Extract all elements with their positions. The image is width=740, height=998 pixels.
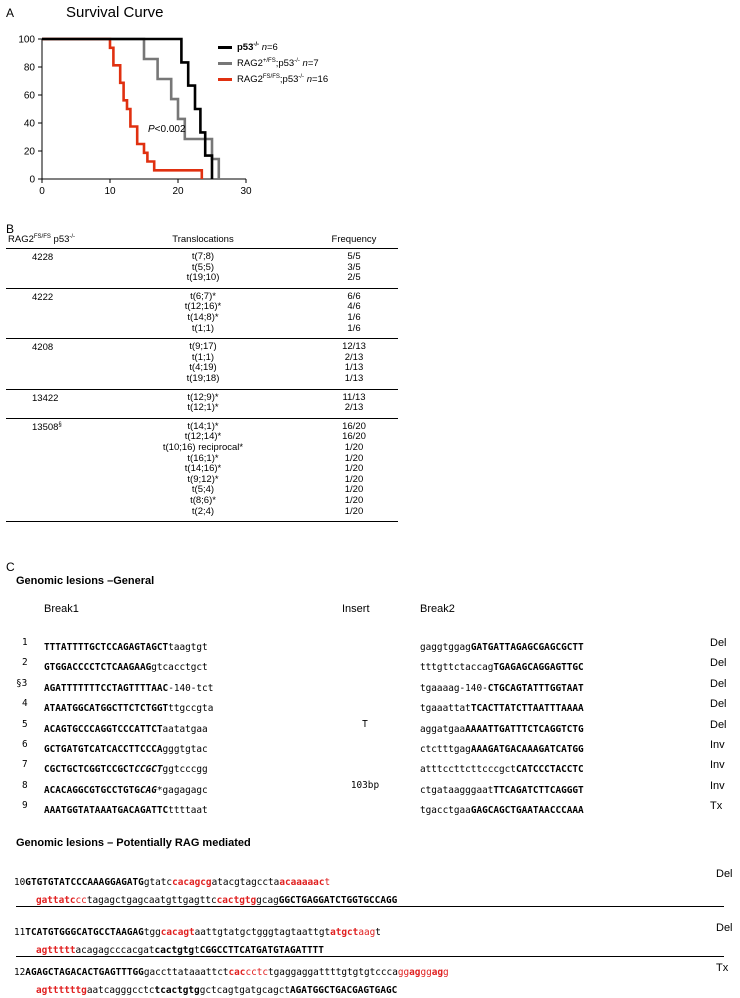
- lesion-type: Del: [716, 922, 733, 934]
- legend-label: $RAG2^{FS/FS};p53^{-/-}$: [237, 74, 305, 86]
- sequence-segment: TTTATTTTGCTCCAGAGTAGCT: [44, 642, 169, 653]
- p-value-rest: <0.002: [154, 124, 186, 135]
- rag-lesion-line: [14, 872, 330, 890]
- general-lesions-title: Genomic lesions –General: [16, 575, 155, 587]
- frequency-cell: 5/5: [347, 251, 361, 262]
- table-row: [6, 432, 398, 442]
- translocation-cell: t(9;12)*: [187, 473, 219, 485]
- table-row: [6, 374, 398, 384]
- y-tick-label: 80: [23, 62, 35, 74]
- lesion-type: Del: [710, 677, 727, 690]
- lesion-type: Del: [710, 657, 727, 670]
- translocation-cell: t(6;7)*: [190, 290, 216, 302]
- row-divider: [16, 956, 724, 957]
- y-tick-label: 100: [18, 34, 35, 46]
- table-row: [6, 454, 398, 464]
- sequence-segment: atacgtagccta: [211, 877, 280, 888]
- break1-sequence: [44, 657, 208, 675]
- frequency-cell: 1/13: [344, 362, 364, 374]
- sequence-segment: taagtgt: [168, 642, 208, 653]
- sequence-segment: aag: [358, 927, 376, 938]
- break1-sequence: [44, 698, 213, 716]
- header-frequency: Frequency: [331, 234, 377, 245]
- sequence-segment: GATGATTAGAGCGAGCGCTT: [470, 642, 584, 653]
- sequence-segment: gcag: [256, 895, 279, 906]
- sequence-segment: acaaaaac: [279, 877, 325, 888]
- sequence-segment: aggatgaa: [420, 723, 466, 735]
- translocation-cell: t(19;10): [186, 272, 220, 284]
- sequence-segment: GTGGACCCCTCTCAAGAAG: [44, 662, 152, 674]
- frequency-cell: 12/13: [342, 341, 366, 353]
- sequence-segment: gaccttataaattct: [143, 967, 229, 978]
- lesion-row: [0, 678, 740, 694]
- rag-lesion-line: [14, 922, 381, 940]
- x-tick-label: 10: [104, 186, 116, 197]
- col-break2: Break2: [420, 603, 455, 615]
- translocation-cell: t(10;16) reciprocal*: [162, 441, 244, 453]
- insert-sequence: T: [362, 718, 368, 730]
- p-value-annotation: [148, 124, 186, 135]
- sequence-segment: GGCTGAGGATCTGGTGCCAGG: [278, 895, 398, 906]
- lesion-number: 9: [22, 800, 28, 812]
- sequence-segment: ggtcccgg: [162, 764, 208, 776]
- lesion-row: [0, 780, 740, 796]
- sequence-segment: GAGCAGCTGAATAACCCAAA: [470, 805, 584, 817]
- lesion-type: Inv: [710, 739, 725, 751]
- frequency-cell: 2/5: [347, 272, 361, 284]
- translocation-cell: t(5;4): [191, 484, 215, 496]
- break1-sequence: [44, 780, 208, 798]
- table-row: [6, 292, 398, 302]
- sequence-segment: AGAGCTAGACACTGAGTTTGG: [25, 967, 144, 978]
- sequence-segment: ag: [409, 967, 421, 978]
- table-row: [6, 475, 398, 485]
- sequence-segment: CTGCAGTATTTGGTAAT: [487, 682, 584, 694]
- table-row: [6, 313, 398, 323]
- sequence-segment: agttttt: [36, 945, 76, 956]
- sample-group: [6, 340, 398, 389]
- frequency-cell: 11/13: [342, 391, 366, 403]
- legend-item-rag2-hom: [218, 74, 328, 85]
- lesion-number: 2: [22, 657, 28, 669]
- translocation-cell: t(14;8)*: [187, 311, 219, 323]
- translocation-cell: t(12;1)*: [187, 402, 219, 414]
- sequence-segment: tgaggaggattttgtgtgtccca: [268, 967, 398, 978]
- col-insert: Insert: [342, 603, 370, 615]
- frequency-cell: 1/20: [344, 494, 364, 506]
- sample-group: [6, 290, 398, 339]
- sequence-segment: tttgttctaccag: [420, 662, 494, 674]
- break2-sequence: [420, 739, 584, 757]
- header-translocations: Translocations: [172, 234, 234, 245]
- break1-sequence: [44, 800, 208, 818]
- sequence-segment: t: [375, 927, 381, 938]
- col-break1: Break1: [44, 603, 79, 615]
- sequence-segment: acagagcccacgat: [75, 945, 155, 956]
- break2-sequence: [420, 698, 584, 716]
- rag-lesions-title: Genomic lesions – Potentially RAG mediated: [16, 837, 251, 849]
- table-row: [6, 507, 398, 517]
- table-row: [6, 403, 398, 413]
- break2-sequence: [420, 759, 584, 777]
- sequence-segment: tcactgtg: [154, 985, 200, 996]
- legend-n: n: [302, 58, 308, 70]
- sequence-segment: gg: [420, 967, 432, 978]
- frequency-cell: 16/20: [342, 420, 366, 432]
- x-tick-label: 0: [39, 186, 45, 197]
- lesion-row: [0, 637, 740, 653]
- p-value-letter: P: [148, 124, 155, 135]
- break2-sequence: [420, 678, 584, 696]
- break2-sequence: [420, 800, 584, 818]
- sequence-segment: *gagagagc: [156, 784, 208, 796]
- lesion-number: 6: [22, 739, 28, 750]
- y-tick-label: 20: [23, 146, 35, 158]
- rag-lesion-line: [36, 980, 397, 998]
- table-row: [6, 252, 398, 262]
- table-row: [6, 464, 398, 474]
- lesion-row: [0, 800, 740, 816]
- sequence-segment: tgg: [143, 927, 161, 938]
- table-row: [6, 342, 398, 352]
- frequency-cell: 6/6: [347, 290, 361, 302]
- lesion-type: Tx: [716, 962, 729, 974]
- sequence-segment: gctcagtgatgcagct: [199, 985, 291, 996]
- sequence-segment: gtatc: [143, 877, 173, 888]
- x-tick-label: 30: [240, 186, 252, 197]
- sequence-segment: cc: [75, 895, 87, 906]
- table-row: [6, 443, 398, 453]
- sequence-segment: ATAATGGCATGGCTTCTCTGGT: [44, 703, 169, 715]
- sequence-segment: AAATGGTATAAATGACAGATTC: [44, 805, 169, 817]
- translocation-cell: t(7;8): [191, 251, 215, 262]
- frequency-cell: 2/13: [344, 402, 364, 414]
- table-row: [6, 353, 398, 363]
- lesion-number: 7: [22, 759, 28, 771]
- break1-sequence: [44, 739, 208, 757]
- table-row: [6, 393, 398, 403]
- sequence-segment: ag: [431, 967, 444, 978]
- lesion-type: Del: [710, 718, 727, 731]
- sequence-segment: TCACTTATCTTAATTTAAAA: [470, 703, 584, 715]
- y-tick-label: 40: [23, 118, 35, 130]
- translocation-cell: t(1;1): [191, 351, 215, 363]
- sequence-segment: CATCCCTACCTC: [515, 764, 584, 776]
- sequence-segment: AAAATTGATTTCTCAGGTCTG: [465, 723, 584, 735]
- break1-sequence: [44, 678, 213, 696]
- sequence-segment: TGAGAGCAGGAGTTGC: [493, 662, 584, 674]
- frequency-cell: 16/20: [342, 431, 366, 443]
- sequence-segment: cacagcg: [172, 877, 212, 888]
- sequence-segment: gg: [397, 967, 410, 978]
- table-row: [6, 302, 398, 312]
- break2-sequence: [420, 780, 584, 798]
- translocation-cell: t(14;16)*: [184, 463, 222, 475]
- sequence-segment: AAAGATGACAAAGATCATGG: [470, 744, 584, 755]
- legend-n-value: =6: [266, 42, 278, 54]
- sequence-segment: gaggtggag: [420, 642, 471, 653]
- sequence-segment: t: [324, 877, 331, 888]
- rag-lesion-line: [14, 962, 449, 980]
- frequency-cell: 1/20: [344, 473, 364, 485]
- lesion-row: [0, 657, 740, 673]
- frequency-cell: 3/5: [347, 261, 361, 273]
- sequence-segment: tgaaaag-140-: [420, 682, 488, 694]
- frequency-cell: 1/20: [344, 484, 364, 496]
- sequence-segment: tgacctgaa: [420, 805, 471, 817]
- lesion-number: 10: [14, 877, 26, 888]
- sequence-segment: TCATGTGGGCATGCCTAAGAG: [25, 927, 144, 938]
- sample-id: 13422: [32, 392, 59, 404]
- legend-swatch: [218, 78, 232, 81]
- sequence-segment: TTCAGATCTTCAGGGT: [493, 784, 584, 796]
- legend-label: $RAG2^{+/FS};p53^{-/-}$: [237, 58, 300, 70]
- break2-sequence: [420, 719, 584, 737]
- sample-id: 4228: [32, 252, 54, 263]
- sequence-segment: ACACAGGCGTGCCTGTG: [44, 784, 140, 796]
- break1-sequence: [44, 637, 208, 655]
- sample-group: [6, 420, 398, 522]
- lesion-number: 5: [22, 718, 28, 730]
- lesion-type: Inv: [710, 779, 725, 792]
- translocation-cell: t(19;18): [186, 372, 220, 384]
- frequency-cell: 1/6: [347, 311, 361, 323]
- sample-id: 4222: [32, 291, 54, 303]
- sequence-segment: t: [194, 945, 200, 956]
- lesion-type: Inv: [710, 759, 725, 772]
- frequency-cell: 1/13: [344, 372, 364, 384]
- lesion-type: Del: [710, 637, 727, 649]
- panel-a-letter: A: [6, 6, 15, 20]
- sequence-segment: cctc: [245, 967, 269, 978]
- frequency-cell: 1/6: [347, 322, 361, 334]
- lesion-type: Del: [710, 698, 727, 711]
- sequence-segment: agttttttg: [36, 985, 87, 996]
- legend-n-value: =7: [307, 58, 319, 70]
- legend-swatch: [218, 46, 232, 49]
- lesion-number: 4: [22, 698, 28, 710]
- sequence-segment: atttccttcttcccgct: [420, 764, 516, 776]
- insert-sequence: 103bp: [350, 779, 380, 791]
- sequence-segment: atgct: [330, 927, 359, 938]
- legend-n-value: =16: [312, 74, 329, 86]
- lesion-number: 8: [22, 779, 28, 791]
- frequency-cell: 1/20: [344, 452, 364, 464]
- sequence-segment: tagagctgagcaatgttgagttc: [86, 895, 217, 906]
- lesion-type: Del: [716, 868, 733, 880]
- break1-sequence: [44, 719, 208, 737]
- sequence-segment: CAG: [139, 784, 157, 796]
- header-sample: $RAG2^{FS/FS}$ p53-/-: [8, 234, 76, 246]
- row-divider: [16, 906, 724, 907]
- sequence-segment: aatcagggcctc: [86, 985, 155, 996]
- break1-sequence: [44, 759, 208, 777]
- legend-item-p53: [218, 42, 278, 53]
- y-tick-label: 60: [23, 90, 35, 102]
- sequence-segment: ctgataagggaat: [420, 784, 494, 796]
- translocation-cell: t(9;17): [189, 341, 217, 353]
- lesion-row: [0, 698, 740, 714]
- break2-sequence: [420, 637, 584, 655]
- lesion-row: [0, 719, 740, 735]
- sequence-segment: aattgtatgctgggtagtaattgt: [194, 927, 331, 938]
- table-row: [6, 496, 398, 506]
- sequence-segment: cacagt: [160, 927, 195, 938]
- translocation-cell: t(2;4): [191, 505, 215, 517]
- lesion-row: [0, 759, 740, 775]
- table-row: [6, 422, 398, 432]
- legend-n: n: [306, 74, 312, 86]
- panel-c-letter: C: [6, 560, 15, 574]
- translocation-cell: t(12;16)*: [184, 301, 222, 313]
- sample-group: [6, 250, 398, 289]
- translocation-cell: t(8;6)*: [190, 494, 216, 506]
- lesion-type: Tx: [710, 800, 723, 813]
- table-header: [6, 234, 398, 249]
- translocation-cell: t(1;1): [191, 322, 215, 334]
- translocation-cell: t(12;14)*: [184, 431, 222, 443]
- sequence-segment: -140-tct: [168, 682, 214, 694]
- sequence-segment: ttttaat: [168, 805, 208, 817]
- lesion-number: 11: [14, 927, 26, 938]
- sequence-segment: cactgtg: [154, 945, 195, 956]
- sequence-segment: AGATTTTTTTCCTAGTTTTAAC: [44, 682, 169, 694]
- sequence-segment: aatatgaa: [162, 723, 208, 735]
- sequence-segment: gtcacctgct: [151, 662, 208, 674]
- translocation-cell: t(14;1)*: [187, 420, 219, 432]
- table-row: [6, 273, 398, 283]
- legend-label: p53-/-: [237, 42, 260, 54]
- frequency-cell: 4/6: [347, 301, 361, 313]
- sequence-segment: AGATGGCTGACGAGTGAGC: [290, 985, 398, 996]
- sequence-segment: ACAGTGCCCAGGTCCCATTCT: [44, 723, 163, 735]
- sample-group: [6, 391, 398, 419]
- legend-item-rag2-het: [218, 58, 319, 69]
- lesion-number: §3: [16, 677, 28, 689]
- sequence-segment: tgaaattat: [420, 703, 471, 715]
- sequence-segment: CCGCT: [134, 764, 163, 776]
- frequency-cell: 2/13: [344, 351, 364, 363]
- legend-n: n: [261, 42, 267, 54]
- table-row: [6, 263, 398, 273]
- table-row: [6, 363, 398, 373]
- frequency-cell: 1/20: [344, 505, 364, 517]
- chart-title: Survival Curve: [66, 4, 164, 21]
- sequence-segment: CGCTGCTCGGTCCGCT: [44, 764, 135, 776]
- sample-id: 13508§: [32, 421, 62, 433]
- sequence-segment: cac: [228, 967, 246, 978]
- translocation-cell: t(12;9)*: [187, 391, 219, 403]
- x-tick-label: 20: [172, 186, 184, 197]
- sequence-segment: ttgccgta: [168, 703, 214, 715]
- sequence-segment: ctctttgag: [420, 744, 471, 755]
- lesion-number: 12: [14, 967, 26, 978]
- table-row: [6, 485, 398, 495]
- translocation-cell: t(5;5): [191, 261, 215, 273]
- frequency-cell: 1/20: [344, 441, 364, 453]
- sequence-segment: gattatc: [36, 895, 76, 906]
- sequence-segment: gggtgtac: [162, 744, 208, 755]
- table-row: [6, 324, 398, 334]
- frequency-cell: 1/20: [344, 463, 364, 475]
- sequence-segment: GTGTGTATCCCAAAGGAGATG: [25, 877, 144, 888]
- translocation-cell: t(4;19): [189, 362, 217, 374]
- panel-b-letter: B: [6, 222, 15, 236]
- translocation-cell: t(16;1)*: [187, 452, 219, 464]
- legend-swatch: [218, 62, 232, 65]
- sequence-segment: GCTGATGTCATCACCTTCCCA: [44, 744, 163, 755]
- sample-id: 4208: [32, 342, 54, 354]
- sequence-segment: g: [443, 967, 449, 978]
- y-tick-label: 0: [29, 174, 35, 186]
- lesion-number: 1: [22, 637, 28, 648]
- lesion-row: [0, 739, 740, 755]
- sequence-segment: CGGCCTTCATGATGTAGATTTT: [199, 945, 324, 956]
- break2-sequence: [420, 657, 584, 675]
- sequence-segment: cactgtg: [216, 895, 257, 906]
